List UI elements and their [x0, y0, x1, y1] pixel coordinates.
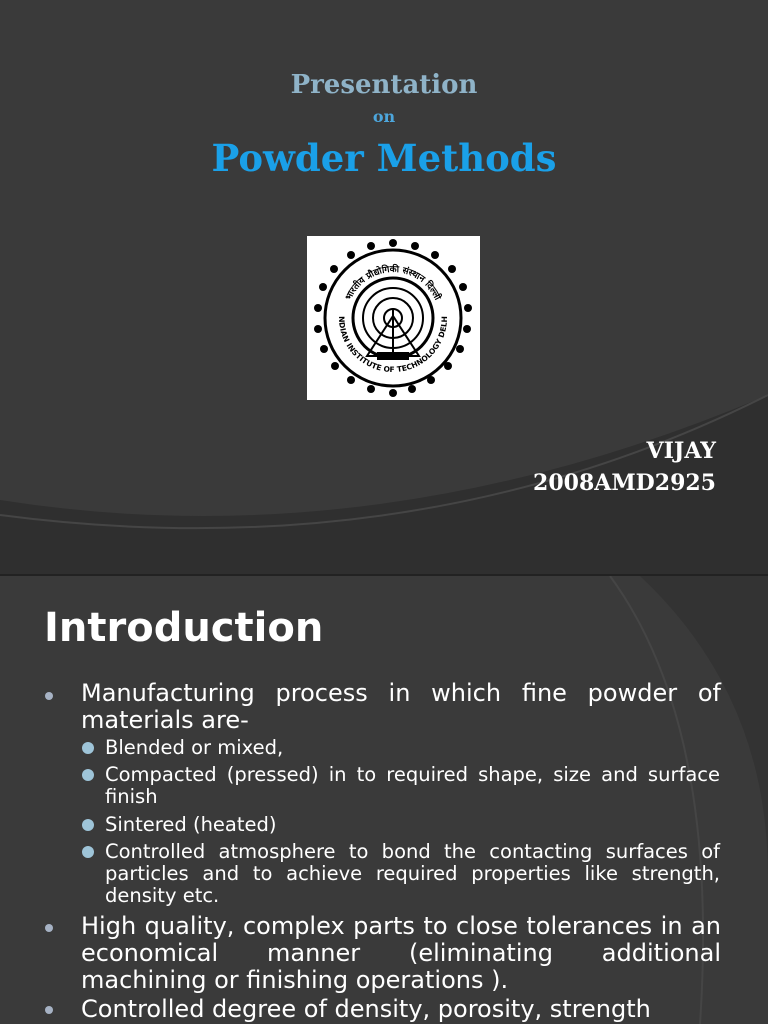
sub-bullet-4-text: Controlled atmosphere to bond the contacting surfaces of particles and to achieve required properties like strength, density etc. [105, 840, 720, 907]
bullet-dot [45, 924, 53, 932]
sub-bullet-dot [82, 769, 94, 781]
author-name: VIJAY [646, 438, 716, 464]
sub-bullet-1-text: Blended or mixed, [105, 736, 284, 759]
iit-delhi-logo [307, 236, 480, 400]
slide-title: Powder Methods [211, 136, 557, 180]
logo-top-text: भारतीय प्रौद्योगिकी संस्थान दिल्ली [343, 264, 443, 302]
sub-bullet-dot [82, 819, 94, 831]
author-id: 2008AMD2925 [533, 470, 716, 496]
presentation-heading: Presentation [290, 70, 478, 100]
slide-title: Introduction [44, 605, 324, 651]
bullet-dot [45, 692, 53, 700]
logo-bottom-text: NDIAN INSTITUTE OF TECHNOLOGY DELH [336, 316, 450, 375]
presentation-connector: on [372, 107, 396, 126]
introduction-slide [0, 576, 768, 1024]
bullet-1-text: Manufacturing process in which fine powder of materials are- [81, 679, 721, 734]
iit-delhi-seal-icon [307, 236, 480, 400]
sub-bullet-2-text: Compacted (pressed) in to required shape, size and surface finish [105, 763, 720, 808]
bullet-dot [45, 1006, 53, 1014]
sub-bullet-dot [82, 742, 94, 754]
bullet-2-text: High quality, complex parts to close tolerances in an economical manner (eliminating additional machining or finishing operations ). [81, 912, 721, 994]
bullet-3-text: Controlled degree of density, porosity, strength [81, 995, 651, 1023]
sub-bullet-dot [82, 846, 94, 858]
sub-bullet-3-text: Sintered (heated) [105, 813, 277, 836]
